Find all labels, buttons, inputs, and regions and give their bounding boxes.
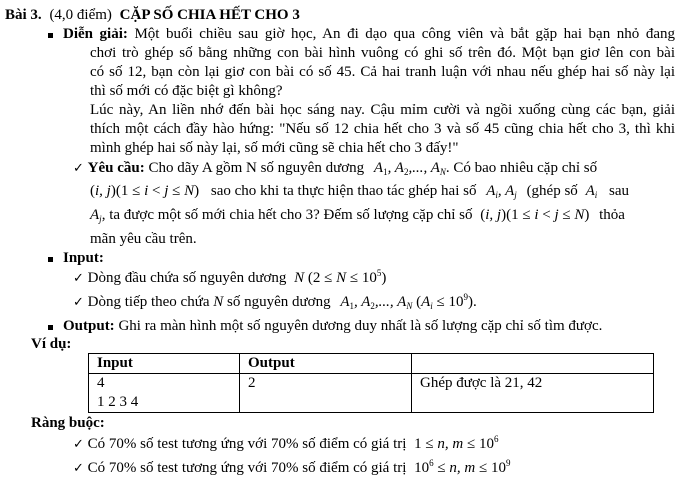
requirement-text-1: Cho dãy A gồm N số nguyên dương [148,160,365,176]
bullet-square-icon [48,257,53,262]
input-text-1: Dòng đầu chứa số nguyên dương [87,270,287,286]
story-line-5: Lúc này, An liền nhớ đến bài học sáng nay. Cậu mỉm cười và ngồi xuống cùng các bạn, giải [90,102,675,118]
example-input-line-1: 4 [97,375,105,391]
example-table [88,353,654,413]
header-note [412,354,654,374]
ai-formula: $A_i$ [585,183,598,200]
output-label: Output: [63,318,115,334]
story-line-7: mình ghép hai số này lại, số mới cũng sẽ chia hết cho 3 đấy!" [90,140,459,156]
requirement-line-3 [90,207,625,225]
requirement-text-2: sao cho khi ta thực hiện thao tác ghép hai số [210,183,477,199]
checkmark-icon: ✓ [73,437,84,452]
bullet-square-icon [48,325,53,330]
story-line-3: có số 12, bạn còn lại giơ con bài có số 45. Cả hai tranh luận với nhau nếu ghép hai số này lại [90,64,675,80]
story-line-2: chơi trò ghép số bằng những con bài hình vuông có ghi số trên đó. Một bạn giơ lên con bài [90,45,675,61]
table-row [89,374,654,413]
requirement-tail-2: (ghép số [526,183,578,199]
input-line-2 [73,294,477,312]
requirement-tail-1: . Có bao nhiêu cặp chỉ số [445,160,598,176]
story-line-6: thích một cách đầy hào hứng: "Nếu số 12 chia hết cho 3 và số 45 cũng chia hết cho 3, thì khi [90,121,675,137]
example-output-cell: 2 [240,374,412,413]
bullet-square-icon [48,33,53,38]
input-label: Input: [63,250,104,266]
story-line-1 [63,26,675,44]
output-text: Ghi ra màn hình một số nguyên dương duy nhất là số lượng cặp chỉ số tìm được. [118,318,603,334]
problem-points: (4,0 điểm) [49,7,112,23]
n-variable: N [213,294,224,310]
constraint-item-1 [73,436,498,454]
input-text-2a: Dòng tiếp theo chứa [87,294,210,310]
story-line-4: thì số mới có đặc biệt gì không? [90,83,283,99]
output-line [63,318,602,336]
requirement-tail-3: thỏa [599,207,625,223]
header-output: Output [240,354,412,374]
example-input-cell [89,374,240,413]
story-text-1: Một buổi chiều sau giờ học, An đi dạo qua công viên và bắt gặp hai bạn nhỏ đang [134,26,675,42]
a-range-formula: $A_1$, $A_2$,..., $A_N$ $(A_i \le 10^9)$. [340,292,477,311]
constraint-text-2: Có 70% số test tương ứng với 70% số điểm có giá trị [87,460,407,476]
aj-formula: $A_j$ [90,207,102,224]
pair-formula-2: (i, j)(1 ≤ i < j ≤ N) [480,207,590,223]
constraints-label: Ràng buộc: [31,415,105,431]
problem-number: Bài 3. [5,7,42,23]
requirement-text-3: , ta được một số mới chia hết cho 3? Đếm số lượng cặp chỉ số [101,207,473,223]
example-label: Ví dụ: [31,336,72,352]
input-text-2b: số nguyên dương [227,294,331,310]
constraint-formula-2: $10^6 \le n$, $m \le 10^9$ [414,458,511,476]
story-label: Diễn giải: [63,26,128,42]
input-heading [63,250,104,268]
checkmark-icon: ✓ [73,461,84,476]
pair-formula: (i, j)(1 ≤ i < j ≤ N) [90,183,200,199]
checkmark-icon: ✓ [73,295,84,310]
requirement-line-4: mãn yêu cầu trên. [90,231,197,247]
example-note-cell: Ghép được là 21, 42 [412,374,654,413]
requirement-label: Yêu cầu: [87,160,145,176]
checkmark-icon: ✓ [73,271,84,286]
requirement-line-2 [90,183,629,201]
constraint-formula-1: 1 ≤ n, $m \le 10^6$ [414,434,499,452]
input-line-1 [73,270,386,288]
ai-aj-formula: $A_i$, $A_j$ [486,183,517,200]
problem-title [5,7,300,25]
n-range-formula: N $(2 \le N \le 10^5)$ [294,268,387,286]
constraint-text-1: Có 70% số test tương ứng với 70% số điểm có giá trị [87,436,407,452]
table-header-row [89,354,654,374]
requirement-end-2: sau [609,183,629,199]
sequence-formula: $A_1$, $A_2$,..., $A_N$ [373,160,446,177]
problem-name: CẶP SỐ CHIA HẾT CHO 3 [119,7,300,23]
constraint-item-2 [73,460,510,478]
header-input: Input [89,354,240,374]
requirement-line-1 [73,160,597,178]
example-input-line-2: 1 2 3 4 [97,394,139,410]
checkmark-icon: ✓ [73,161,84,176]
